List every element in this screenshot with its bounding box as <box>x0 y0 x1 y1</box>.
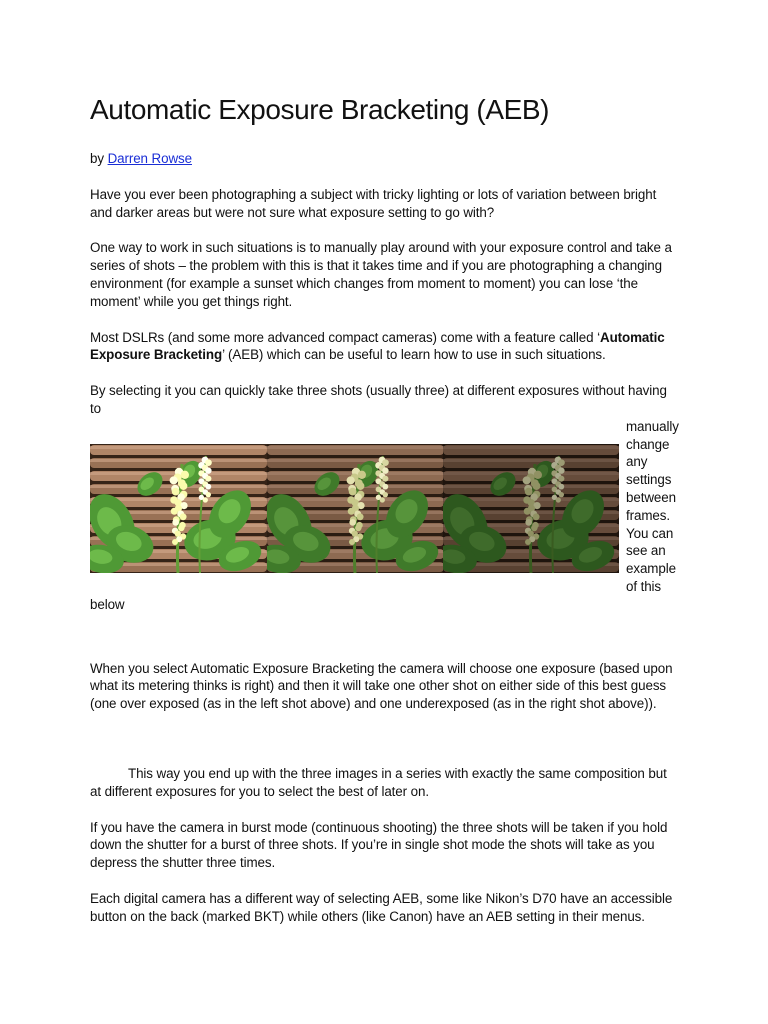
aeb-feature-text-before: Most DSLRs (and some more advanced compact cameras) come with a feature called ‘ <box>90 329 600 345</box>
article <box>90 92 678 944</box>
photo-underexposed-image <box>443 444 619 573</box>
photo-underexposed <box>443 444 620 573</box>
photo-normal-exposure <box>267 444 444 573</box>
paragraph-three-images: This way you end up with the three images in a series with exactly the same composition but at different exposures for you to select the best of later on. <box>90 765 667 799</box>
paragraph-selecting-line: By selecting it you can quickly take three shots (usually three) at different exposures without having to <box>90 383 667 416</box>
paragraph-selecting-narrow: manually change any settings between frames. You can see an example of this <box>626 418 679 594</box>
paragraph-burst-mode: If you have the camera in burst mode (continuous shooting) the three shots will be taken if you hold down the shutter for a burst of three shots. If you’re in single shot mode the shots will take as you depress the shutter three times. <box>90 819 668 871</box>
photo-normal-image <box>267 444 444 573</box>
photo-overexposed <box>90 444 267 573</box>
paragraph-how-aeb-works: When you select Automatic Exposure Bracketing the camera will choose one exposure (based upon what its metering thinks is right) and then it will take one other shot on either side of this best guess (one over exposed (as in the left shot above) and one underexposed (as in the right shot above)). <box>90 660 673 712</box>
aeb-feature-bold: Automatic Exposure Bracketing <box>90 329 665 363</box>
paragraph-selecting-end: below <box>90 596 125 612</box>
article-title: Automatic Exposure Bracketing (AEB) <box>90 94 550 125</box>
byline <box>90 150 678 168</box>
byline-prefix: by <box>90 151 108 166</box>
paragraph-camera-differences: Each digital camera has a different way of selecting AEB, some like Nikon’s D70 have an accessible button on the back (marked BKT) while others (like Canon) have an AEB setting in their menus. <box>90 890 673 924</box>
paragraph-intro: Have you ever been photographing a subject with tricky lighting or lots of variation between bright and darker areas but were not sure what exposure setting to go with? <box>90 186 657 220</box>
paragraph-manual: One way to work in such situations is to manually play around with your exposure control and take a series of shots – the problem with this is that it takes time and if you are photographing a changing environment (for example a sunset which changes from moment to moment) you can lose ‘the moment’ while you get things right. <box>90 240 672 309</box>
photo-paragraph <box>90 382 678 613</box>
paragraph-aeb-feature <box>90 329 678 365</box>
author-link[interactable]: Darren Rowse <box>107 151 192 166</box>
bracketed-photos <box>90 444 620 573</box>
photo-overexposed-image <box>90 444 267 573</box>
aeb-feature-text-after: ’ (AEB) which can be useful to learn how to use in such situations. <box>222 347 606 363</box>
